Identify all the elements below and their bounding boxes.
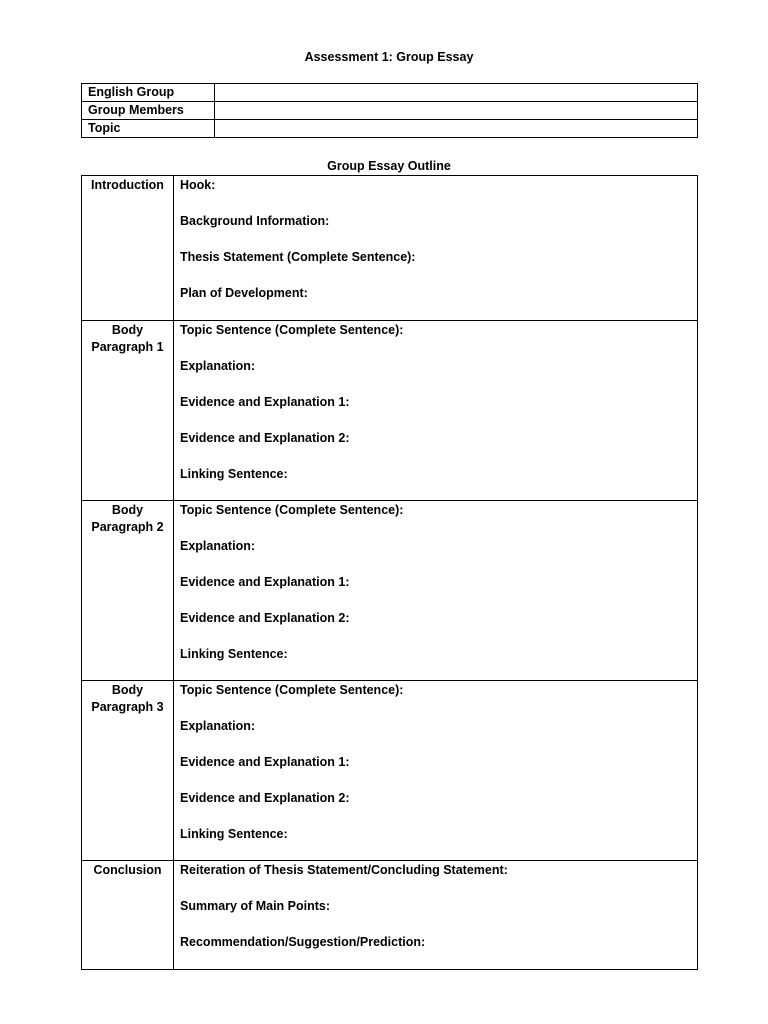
- explanation-prompt: Explanation:: [180, 359, 256, 373]
- conclusion-label: [82, 861, 174, 970]
- thesis-statement-prompt: Thesis Statement (Complete Sentence):: [180, 250, 416, 264]
- section-label-line: Body: [111, 503, 144, 517]
- introduction-row: [82, 176, 698, 321]
- outline-title: Group Essay Outline: [327, 159, 451, 173]
- hook-prompt: Hook:: [180, 178, 216, 192]
- body-paragraph-3-row: [82, 681, 698, 861]
- body-paragraph-3-prompts[interactable]: [174, 681, 698, 861]
- section-label-line: Paragraph 3: [91, 700, 164, 714]
- evidence-1-prompt: Evidence and Explanation 1:: [180, 755, 350, 769]
- group-members-label: Group Members: [82, 102, 215, 120]
- section-label-line: Paragraph 2: [91, 520, 164, 534]
- page-title: Assessment 1: Group Essay: [304, 50, 474, 64]
- reiteration-prompt: Reiteration of Thesis Statement/Concluding Statement:: [180, 863, 508, 877]
- essay-outline-table: [81, 175, 698, 970]
- evidence-2-prompt: Evidence and Explanation 2:: [180, 611, 350, 625]
- summary-prompt: Summary of Main Points:: [180, 899, 331, 913]
- conclusion-row: [82, 861, 698, 970]
- introduction-label: [82, 176, 174, 321]
- explanation-prompt: Explanation:: [180, 539, 256, 553]
- linking-sentence-prompt: Linking Sentence:: [180, 827, 288, 841]
- topic-sentence-prompt: Topic Sentence (Complete Sentence):: [180, 323, 404, 337]
- table-row: [82, 120, 698, 138]
- section-label-line: Conclusion: [93, 863, 162, 877]
- body-paragraph-1-label: [82, 321, 174, 501]
- table-row: [82, 84, 698, 102]
- topic-sentence-prompt: Topic Sentence (Complete Sentence):: [180, 683, 404, 697]
- evidence-1-prompt: Evidence and Explanation 1:: [180, 395, 350, 409]
- topic-sentence-prompt: Topic Sentence (Complete Sentence):: [180, 503, 404, 517]
- group-members-field[interactable]: [215, 102, 698, 120]
- english-group-label: English Group: [82, 84, 215, 102]
- section-label-line: Body: [111, 683, 144, 697]
- body-paragraph-1-row: [82, 321, 698, 501]
- recommendation-prompt: Recommendation/Suggestion/Prediction:: [180, 935, 426, 949]
- explanation-prompt: Explanation:: [180, 719, 256, 733]
- conclusion-prompts[interactable]: [174, 861, 698, 970]
- body-paragraph-2-row: [82, 501, 698, 681]
- section-label-line: Paragraph 1: [91, 340, 164, 354]
- english-group-field[interactable]: [215, 84, 698, 102]
- topic-label: Topic: [82, 120, 215, 138]
- background-information-prompt: Background Information:: [180, 214, 330, 228]
- evidence-1-prompt: Evidence and Explanation 1:: [180, 575, 350, 589]
- body-paragraph-2-prompts[interactable]: [174, 501, 698, 681]
- section-label-line: Body: [111, 323, 144, 337]
- evidence-2-prompt: Evidence and Explanation 2:: [180, 431, 350, 445]
- plan-of-development-prompt: Plan of Development:: [180, 286, 308, 300]
- evidence-2-prompt: Evidence and Explanation 2:: [180, 791, 350, 805]
- linking-sentence-prompt: Linking Sentence:: [180, 647, 288, 661]
- body-paragraph-2-label: [82, 501, 174, 681]
- group-info-table: [81, 83, 698, 138]
- introduction-prompts[interactable]: [174, 176, 698, 321]
- body-paragraph-3-label: [82, 681, 174, 861]
- body-paragraph-1-prompts[interactable]: [174, 321, 698, 501]
- linking-sentence-prompt: Linking Sentence:: [180, 467, 288, 481]
- topic-field[interactable]: [215, 120, 698, 138]
- table-row: [82, 102, 698, 120]
- section-label-line: Introduction: [91, 178, 164, 192]
